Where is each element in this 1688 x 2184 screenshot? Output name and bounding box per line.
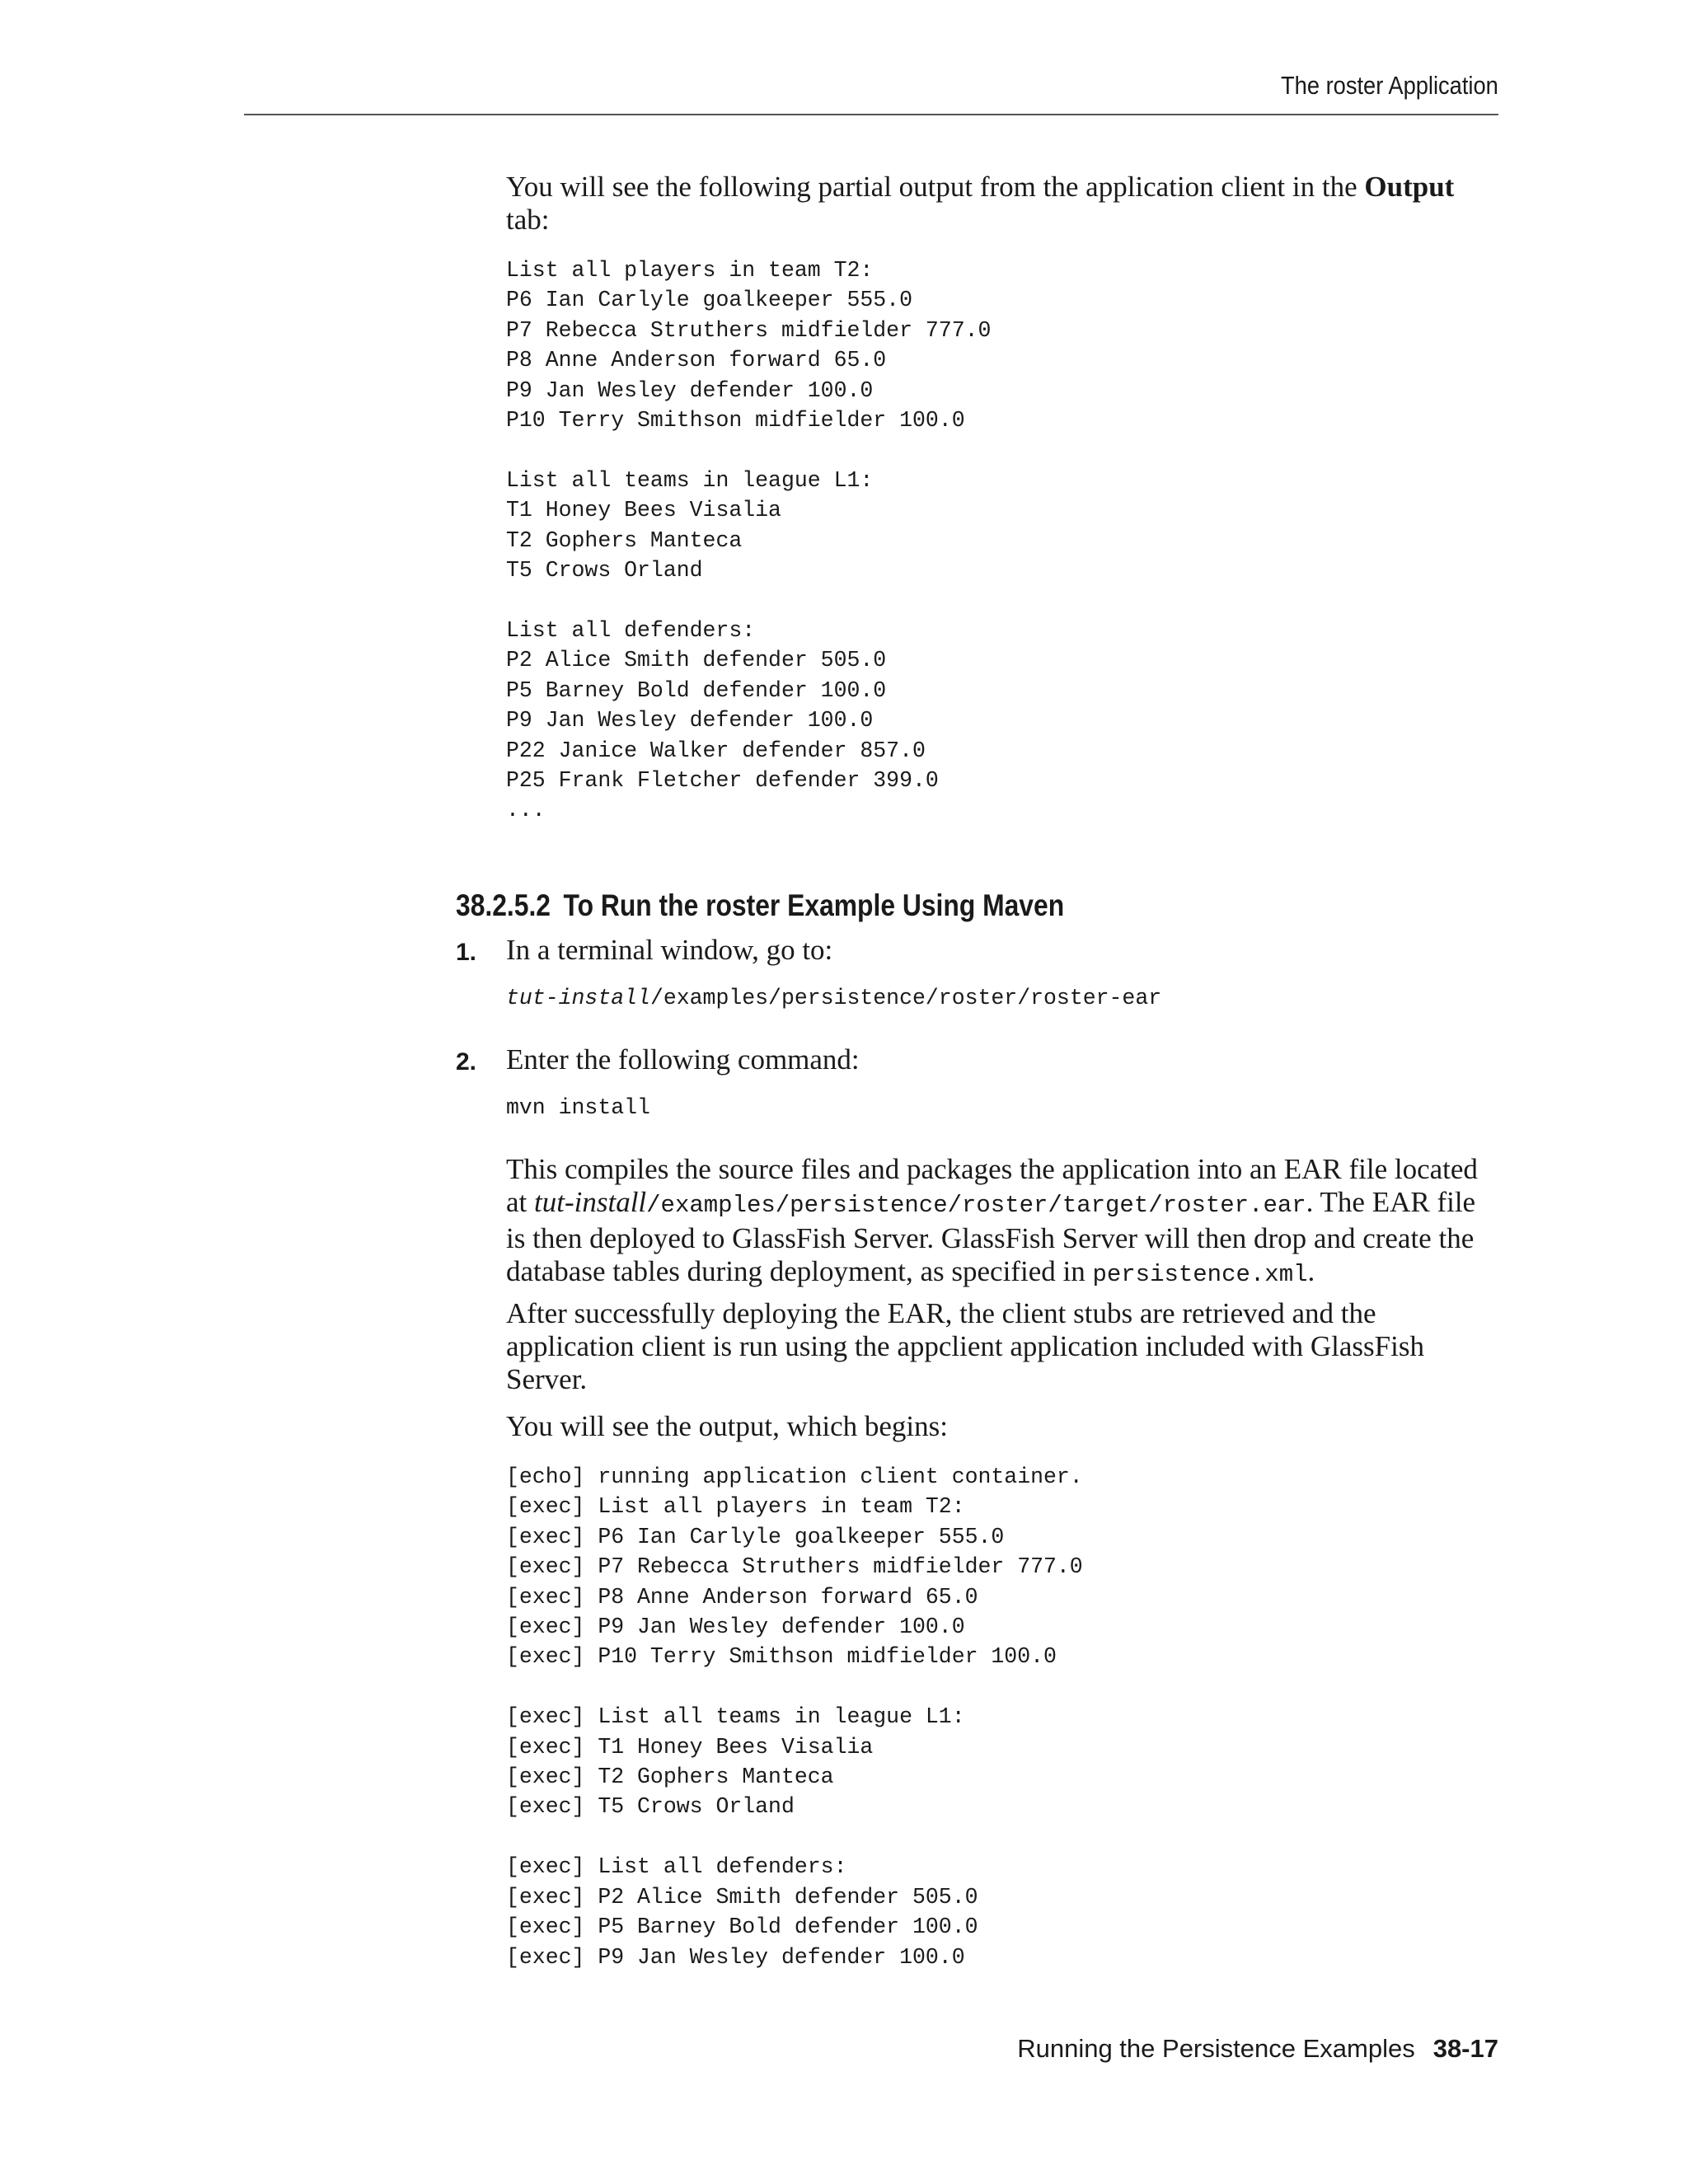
intro-text-before: You will see the following partial output from the application client in the [506,171,1365,203]
output-code-block-2: [echo] running application client container. [exec] List all players in team T2: [exec] P6 Ian Carlyle goalkeeper 555.0 [exec] P7 Rebecca Struthers midfielder 777.0 [exec] P8 Anne Anderson forward 65.0 [exec] P9 Jan Wesley defender 100.0 [exec] P10 Terry Smithson midfielder 100.0 [exec] List all teams in league L1: [exec] T1 Honey Bees Visalia [exec] T2 Gophers Manteca [exec] T5 Crows Orland [exec] List all defenders: [exec] P2 Alice Smith defender 505.0 [exec] P5 Barney Bold defender 100.0 [exec] P9 Jan Wesley defender 100.0 [506,1465,1083,1970]
step-1-path-italic: tut-install [506,986,650,1010]
intro-bold-output: Output [1364,171,1455,203]
section-heading [456,888,1064,923]
step-1-number: 1. [456,939,477,966]
section-title: To Run the roster Example Using Maven [563,888,1065,922]
step-2-number: 2. [456,1048,477,1076]
compile-text-2: . The EAR file is then deployed to GlassFish Server. GlassFish Server will then drop and create the database tables during deployment, as specified in [506,1186,1476,1287]
header-rule [244,114,1498,115]
compile-text-3: . [1307,1255,1315,1287]
output-intro-paragraph: You will see the output, which begins: [506,1410,949,1442]
step-1-path-rest: /examples/persistence/roster/roster-ear [649,986,1162,1010]
compile-paragraph [506,1153,1499,1291]
footer-page-number: 38-17 [1432,2034,1498,2063]
intro-text-after: tab: [506,204,550,236]
compile-code-file: persistence.xml [1092,1261,1308,1288]
section-number: 38.2.5.2 [456,888,551,922]
running-header-title: The roster Application [1281,71,1498,100]
compile-code-path: /examples/persistence/roster/target/roster.ear [646,1192,1306,1219]
compile-italic-path: tut-install [534,1186,647,1218]
page-footer [1017,2034,1498,2064]
output-code-block-1: List all players in team T2: P6 Ian Carlyle goalkeeper 555.0 P7 Rebecca Struthers midfielder 777.0 P8 Anne Anderson forward 65.0 P9 Jan Wesley defender 100.0 P10 Terry Smithson midfielder 100.0 List all teams in league L1: T1 Honey Bees Visalia T2 Gophers Manteca T5 Crows Orland List all defenders: P2 Alice Smith defender 505.0 P5 Barney Bold defender 100.0 P9 Jan Wesley defender 100.0 P22 Janice Walker defender 857.0 P25 Frank Fletcher defender 399.0 ... [506,258,992,823]
footer-chapter-title: Running the Persistence Examples [1017,2034,1415,2063]
intro-paragraph [506,171,1499,237]
after-deploy-paragraph: After successfully deploying the EAR, the client stubs are retrieved and the application client is run using the appclient application included with GlassFish Server. [506,1297,1424,1395]
step-2-text: Enter the following command: [506,1043,860,1076]
compile-text-1: This compiles the source files and packages the application into an EAR file located at [506,1153,1478,1218]
step-1-text: In a terminal window, go to: [506,934,833,966]
step-1-path [506,983,1499,1013]
step-2-command: mvn install [506,1095,650,1120]
